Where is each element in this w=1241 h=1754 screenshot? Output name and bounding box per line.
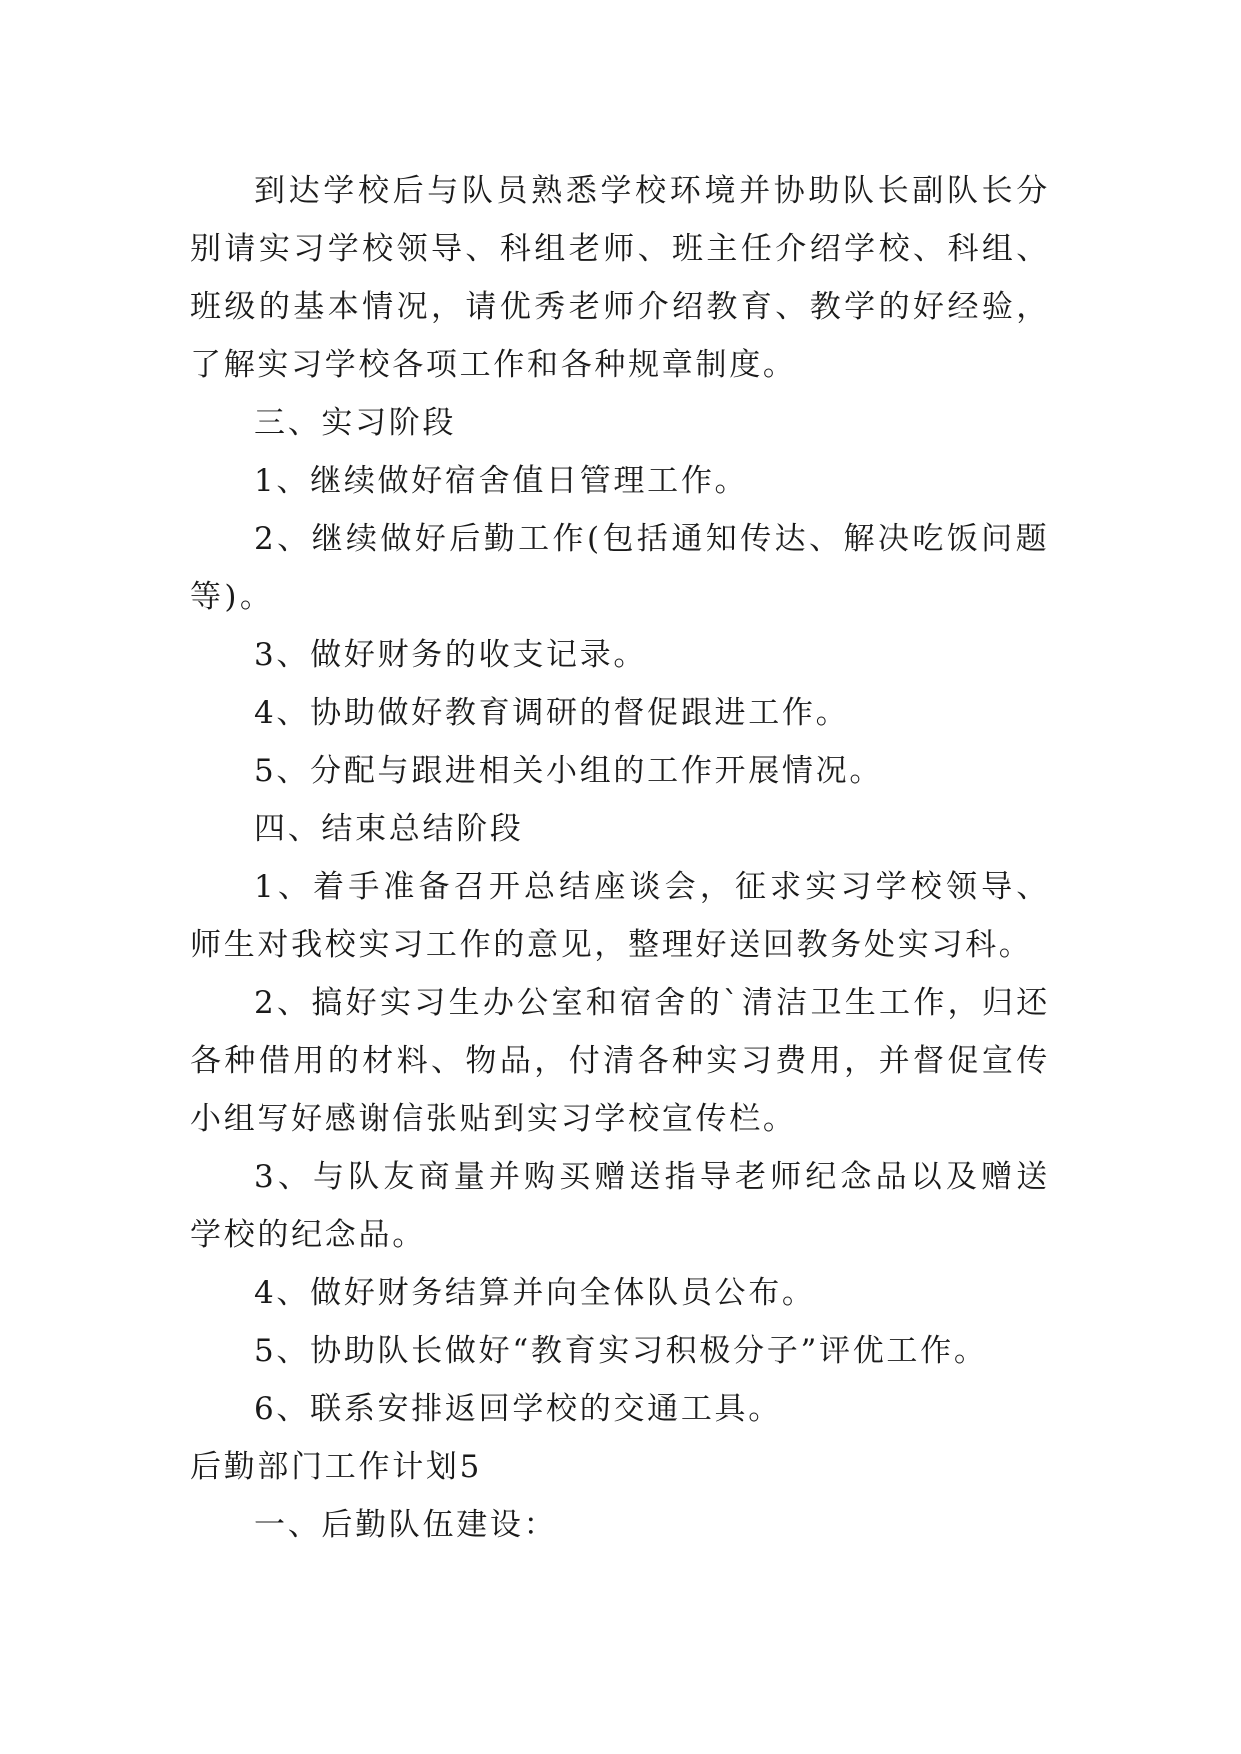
list-item-transport: 6、联系安排返回学校的交通工具。 <box>254 1391 782 1427</box>
document-body <box>190 162 1050 1554</box>
list-item-summary-meeting: 1、着手准备召开总结座谈会，征求实习学校领导、师生对我校实习工作的意见，整理好送回教务处实习科。 <box>190 869 1050 963</box>
list-item-finance-records: 3、做好财务的收支记录。 <box>254 637 648 673</box>
list-item-evaluation: 5、协助队长做好“教育实习积极分子”评优工作。 <box>254 1333 988 1369</box>
list-item-research-followup: 4、协助做好教育调研的督促跟进工作。 <box>254 695 850 731</box>
list-item-logistics: 2、继续做好后勤工作(包括通知传达、解决吃饭问题等)。 <box>190 521 1050 615</box>
list-item-finance-settlement: 4、做好财务结算并向全体队员公布。 <box>254 1275 816 1311</box>
section-title: 后勤部门工作计划5 <box>190 1449 483 1485</box>
heading-summary-stage: 四、结束总结阶段 <box>254 811 524 847</box>
list-item-dorm-duty: 1、继续做好宿舍值日管理工作。 <box>254 463 749 499</box>
list-item-group-assignment: 5、分配与跟进相关小组的工作开展情况。 <box>254 753 884 789</box>
heading-team-building: 一、后勤队伍建设： <box>254 1507 558 1543</box>
heading-internship-stage: 三、实习阶段 <box>254 405 457 441</box>
list-item-cleanup: 2、搞好实习生办公室和宿舍的`清洁卫生工作，归还各种借用的材料、物品，付清各种实习费用，并督促宣传小组写好感谢信张贴到实习学校宣传栏。 <box>190 985 1050 1137</box>
list-item-souvenirs: 3、与队友商量并购买赠送指导老师纪念品以及赠送学校的纪念品。 <box>190 1159 1050 1253</box>
paragraph-school-arrival: 到达学校后与队员熟悉学校环境并协助队长副队长分别请实习学校领导、科组老师、班主任介绍学校、科组、班级的基本情况，请优秀老师介绍教育、教学的好经验，了解实习学校各项工作和各种规章制度。 <box>190 173 1050 383</box>
